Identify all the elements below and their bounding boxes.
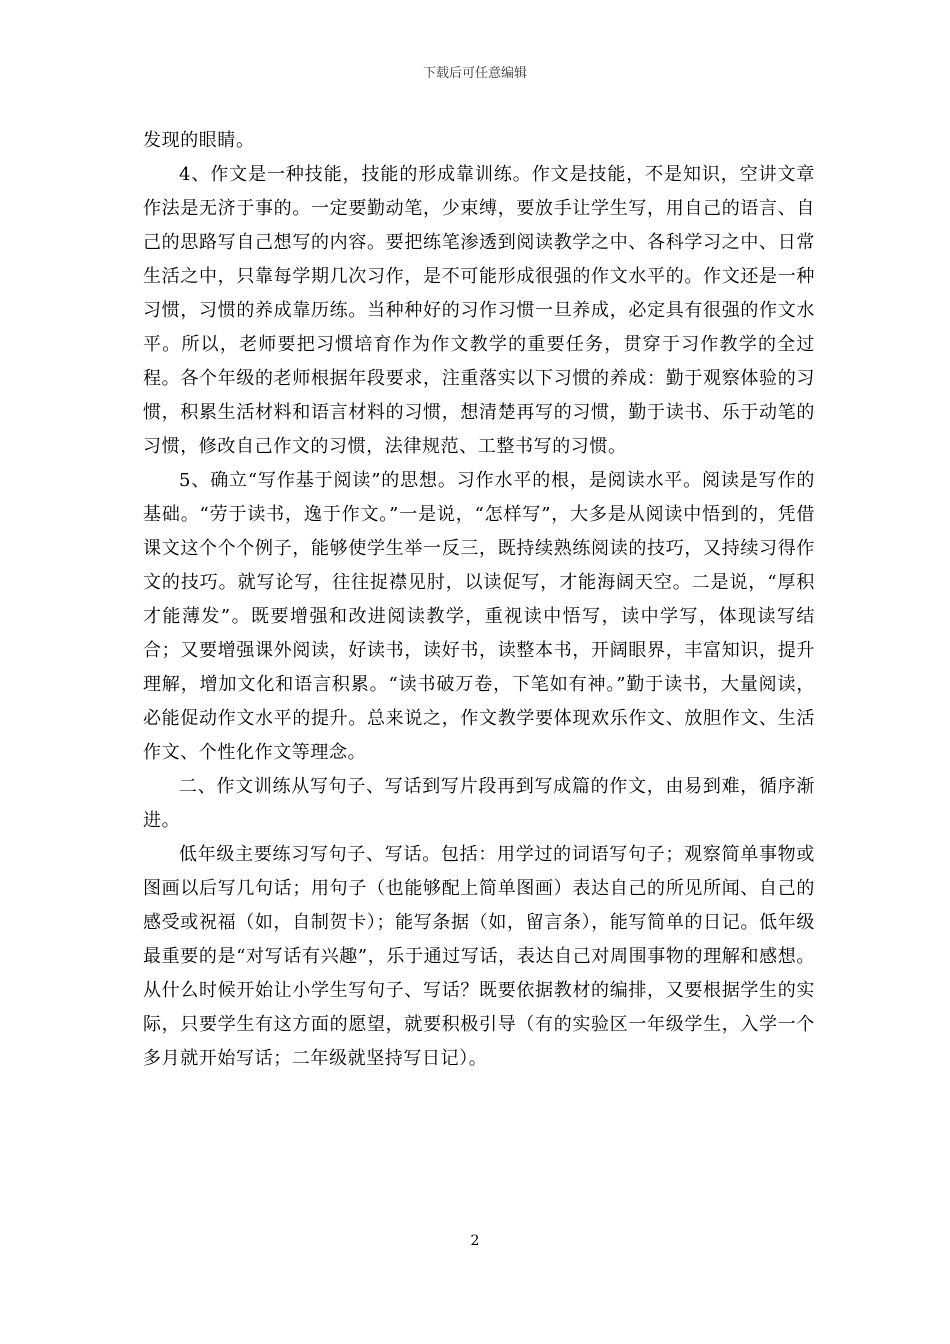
- section-heading-2: 二、作文训练从写句子、写话到写片段再到写成篇的作文，由易到难，循序渐进。: [143, 776, 815, 831]
- paragraph-lower-grades: 低年级主要练习写句子、写话。包括：用学过的词语写句子；观察简单事物或图画以后写几句话；用句子（也能够配上简单图画）表达自己的所见所闻、自己的感受或祝福（如，自制贺卡）；能写条据（如，留言条），能写简单的日记。低年级最重要的是“对写话有兴趣”，乐于通过写话，表达自己对周围事物的理解和感想。从什么时候开始让小学生写句子、写话？既要依据教材的编排，又要根据学生的实际，只要学生有这方面的愿望，就要积极引导（有的实验区一年级学生，入学一个多月就开始写话；二年级就坚持写日记）。: [143, 844, 815, 1069]
- paragraph-item-5: 5、确立“写作基于阅读”的思想。习作水平的根，是阅读水平。阅读是写作的基础。“劳于读书，逸于作文。”一是说，“怎样写”，大多是从阅读中悟到的，凭借课文这个个个例子，能够使学生举一反三，既持续熟练阅读的技巧，又持续习得作文的技巧。就写论写，往往捉襟见肘，以读促写，才能海阔天空。二是说，“厚积才能薄发”。既要增强和改进阅读教学，重视读中悟写，读中学写，体现读写结合；又要增强课外阅读，好读书，读好书，读整本书，开阔眼界，丰富知识，提升理解，增加文化和语言积累。“读书破万卷，下笔如有神。”勤于读书，大量阅读，必能促动作文水平的提升。总来说之，作文教学要体现欢乐作文、放胆作文、生活作文、个性化作文等理念。: [143, 470, 815, 763]
- paragraph-item-4: 4、作文是一种技能，技能的形成靠训练。作文是技能，不是知识，空讲文章作法是无济于事的。一定要勤动笔，少束缚，要放手让学生写，用自己的语言、自己的思路写自己想写的内容。要把练笔渗透到阅读教学之中、各科学习之中、日常生活之中，只靠每学期几次习作，是不可能形成很强的作文水平的。作文还是一种习惯，习惯的养成靠历练。当种种好的习作习惯一旦养成，必定具有很强的作文水平。所以，老师要把习惯培育作为作文教学的重要任务，贯穿于习作教学的全过程。各个年级的老师根据年段要求，注重落实以下习惯的养成：勤于观察体验的习惯，积累生活材料和语言材料的习惯，想清楚再写的习惯，勤于读书、乐于动笔的习惯，修改自己作文的习惯，法律规范、工整书写的习惯。: [143, 164, 815, 457]
- body-text: [143, 124, 815, 1076]
- page-number: 2: [470, 1233, 480, 1249]
- header-note: 下载后可任意编辑: [422, 66, 527, 81]
- paragraph-continuation: 发现的眼睛。: [143, 130, 255, 151]
